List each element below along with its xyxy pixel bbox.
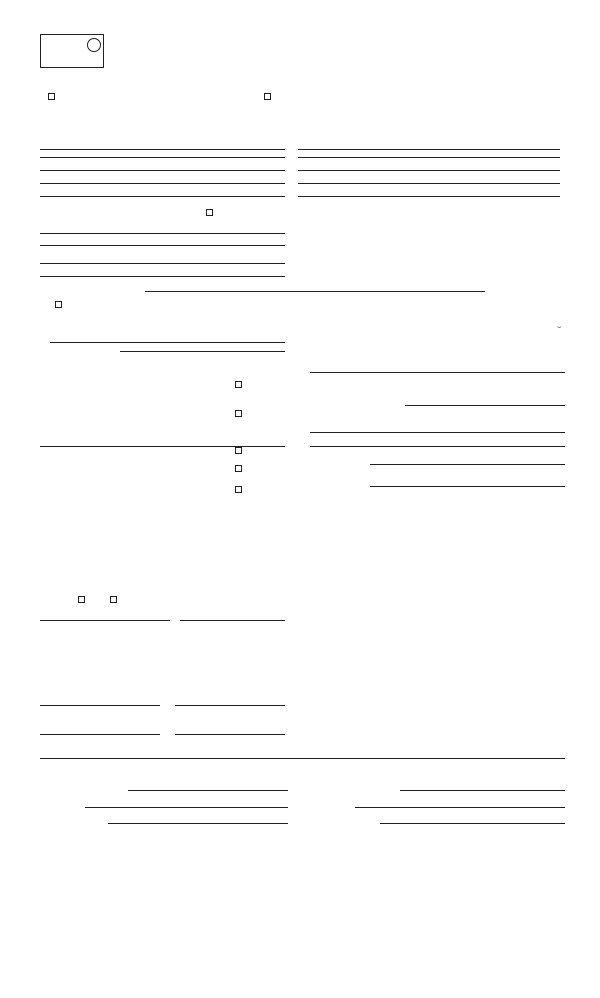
street-address-row [40,282,49,290]
buyer-phone-row [298,186,303,194]
section-5-row [40,334,51,342]
q-timber-yes[interactable] [235,410,242,417]
does-checkbox[interactable] [78,596,85,603]
same-as-buyer-checkbox[interactable] [206,209,213,216]
segregated-checkbox[interactable] [55,301,62,308]
tax-corr-mail-row [40,253,45,261]
revenue-seal [40,34,104,68]
buyer-mail-row [298,160,303,168]
curve-mark: ⌣ [557,323,562,331]
buyer-heading [298,127,302,135]
tax-corr-city-row [40,266,45,274]
q-current-use-yes[interactable] [235,465,242,472]
seller-phone-row [40,186,45,194]
does-not-checkbox[interactable] [110,596,117,603]
multi-location-checkbox[interactable] [48,93,55,100]
partial-sale-checkbox[interactable] [264,93,271,100]
county-row [55,292,102,300]
doc-date[interactable] [370,486,565,487]
tax-corr-row [40,209,43,217]
seller-mail-row [40,160,45,168]
q-exemption-yes[interactable] [235,381,242,388]
q-historic-yes[interactable] [235,486,242,493]
personal-property-label [310,334,565,341]
q-forest-yes[interactable] [235,447,242,454]
seal-emblem-icon [87,38,101,52]
seller-city-row [40,173,45,181]
seller-heading [40,127,44,135]
doc-type[interactable] [370,464,565,465]
buyer-city-row [298,173,303,181]
certify-heading [40,760,45,768]
